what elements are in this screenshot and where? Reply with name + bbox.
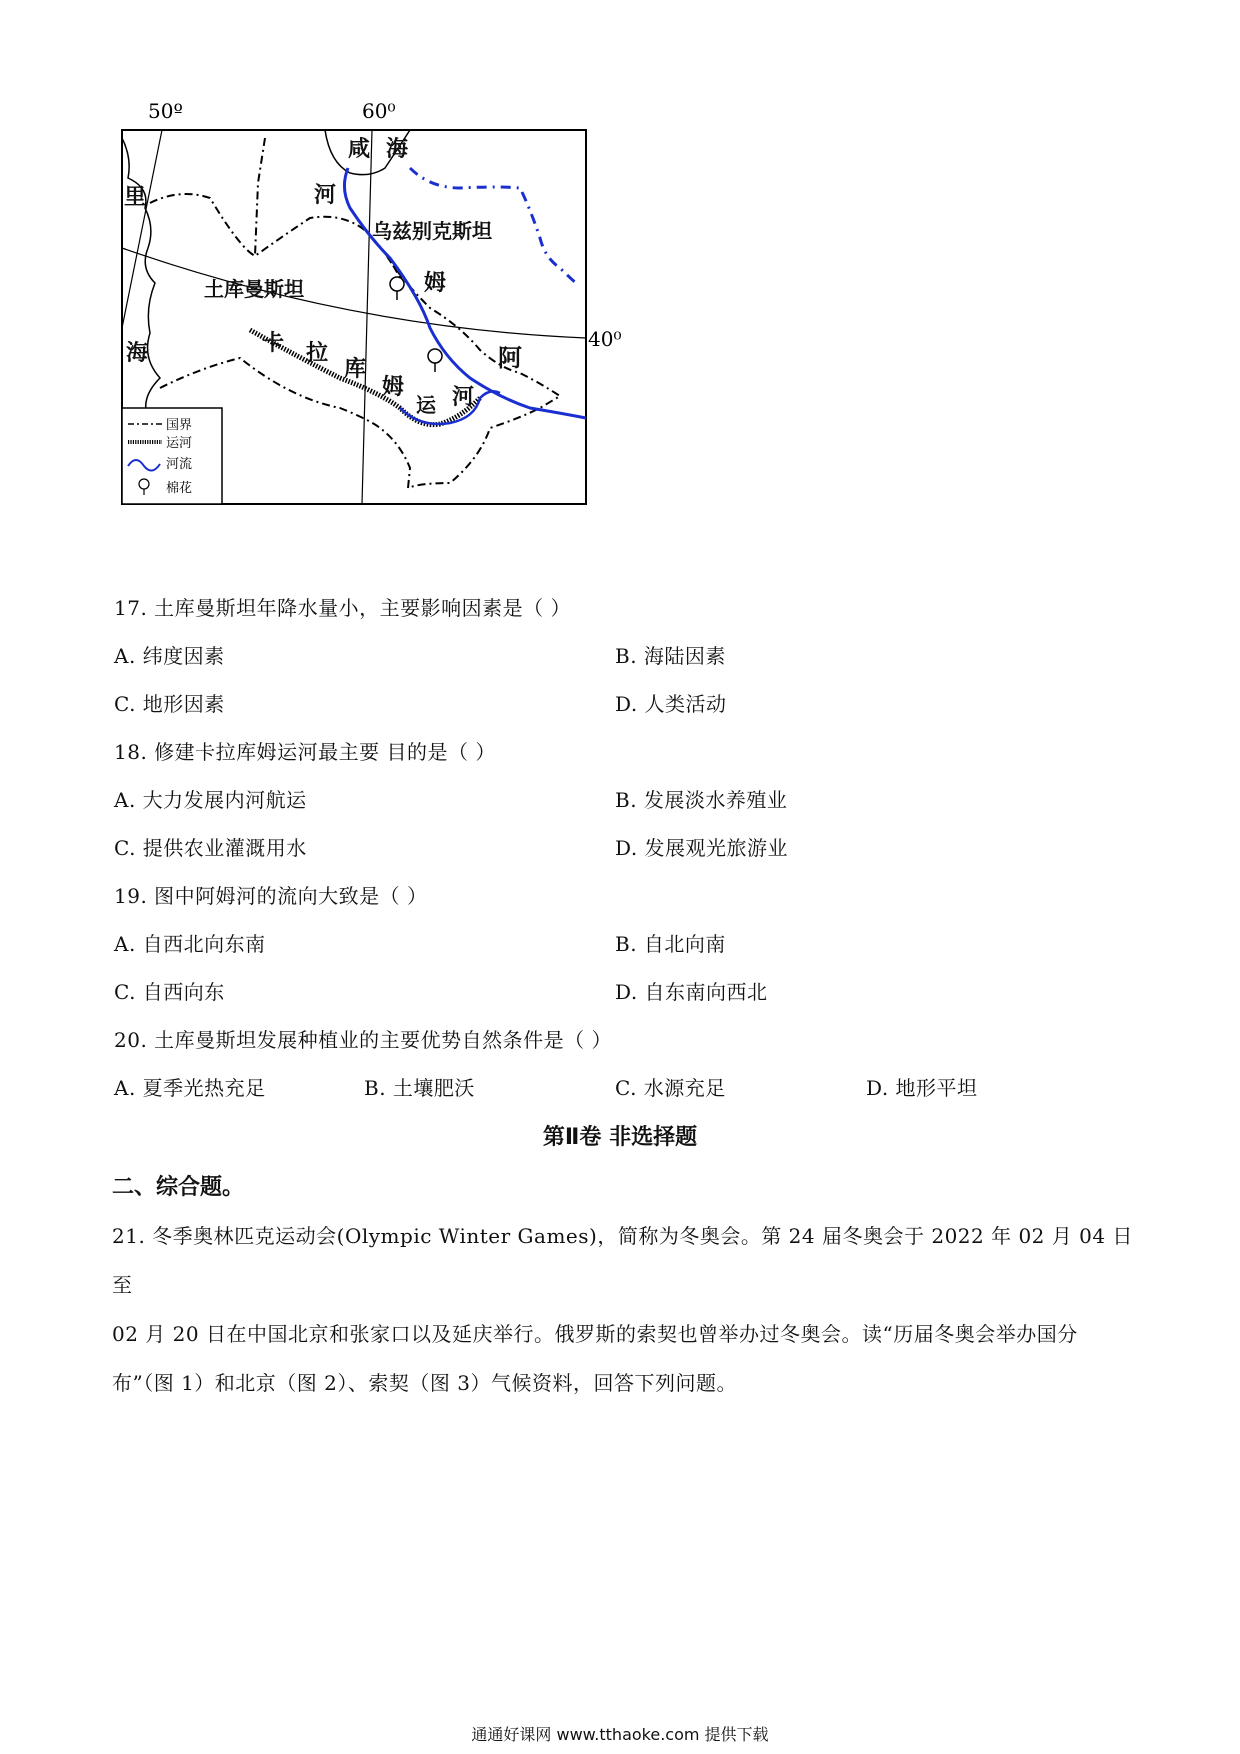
question-17-stem: 17. 土库曼斯坦年降水量小，主要影响因素是（ ） — [114, 596, 572, 620]
question-19-option-c[interactable]: C. 自西向东 — [114, 980, 225, 1004]
label-mu2: 姆 — [382, 375, 405, 400]
question-19-option-a[interactable]: A. 自西北向东南 — [114, 932, 266, 956]
question-18-option-b[interactable]: B. 发展淡水养殖业 — [615, 788, 788, 812]
cotton-icon — [390, 277, 404, 300]
legend-cotton-label: 棉花 — [166, 481, 193, 496]
question-21-text — [112, 1212, 1142, 1408]
label-hai2: 海 — [126, 341, 149, 366]
legend-river-label: 河流 — [166, 457, 193, 472]
label-yun: 运 — [416, 393, 436, 417]
label-ku: 库 — [344, 357, 367, 382]
legend-border-label: 国界 — [166, 418, 193, 433]
label-uzbekistan: 乌兹别克斯坦 — [372, 219, 492, 243]
label-he2: 河 — [452, 385, 475, 410]
question-17-option-d[interactable]: D. 人类活动 — [615, 692, 727, 716]
question-21-line: 21. 冬季奥林匹克运动会(Olympic Winter Games)，简称为冬奥会。第 24 届冬奥会于 2022 年 02 月 04 日至 — [112, 1224, 1133, 1297]
question-18-stem: 18. 修建卡拉库姆运河最主要 目的是（ ） — [114, 740, 496, 764]
question-17-option-b[interactable]: B. 海陆因素 — [615, 644, 726, 668]
page-footer: 通通好课网 www.tthaoke.com 提供下载 — [471, 1725, 769, 1744]
border-kz-s — [150, 194, 400, 278]
section-subtitle: 二、综合题。 — [112, 1175, 245, 1200]
question-19-option-b[interactable]: B. 自北向南 — [615, 932, 726, 956]
question-19-option-d[interactable]: D. 自东南向西北 — [615, 980, 768, 1004]
label-mu: 姆 — [424, 271, 447, 296]
amu-darya-map — [100, 98, 700, 568]
label-ka: 卡 — [262, 331, 285, 356]
label-xian: 咸 — [348, 137, 371, 162]
label-turkmenistan: 土库曼斯坦 — [204, 277, 304, 301]
parallel-40 — [122, 248, 586, 338]
question-18-option-d[interactable]: D. 发展观光旅游业 — [615, 836, 789, 860]
map-legend — [122, 408, 222, 504]
map-svg — [100, 98, 700, 568]
question-20-stem: 20. 土库曼斯坦发展种植业的主要优势自然条件是（ ） — [114, 1028, 613, 1052]
lat-40-label: 40⁰ — [588, 327, 622, 351]
lon-60-label: 60⁰ — [362, 99, 396, 123]
meridian-60 — [362, 130, 372, 504]
amu-darya-river — [344, 168, 586, 418]
question-20-option-a[interactable]: A. 夏季光热充足 — [114, 1076, 266, 1100]
question-21-line: 布”（图 1）和北京（图 2）、索契（图 3）气候资料，回答下列问题。 — [112, 1371, 737, 1395]
label-li: 里 — [124, 185, 147, 210]
question-17-option-a[interactable]: A. 纬度因素 — [114, 644, 225, 668]
lon-50-label: 50º — [148, 99, 183, 123]
border-kz-n — [255, 138, 265, 256]
label-he1: 河 — [314, 183, 337, 208]
question-21-line: 02 月 20 日在中国北京和张家口以及延庆举行。俄罗斯的索契也曾举办过冬奥会。读“历届冬奥会举办国分 — [112, 1322, 1078, 1346]
question-20-option-b[interactable]: B. 土壤肥沃 — [364, 1076, 475, 1100]
section-title: 第Ⅱ卷 非选择题 — [542, 1125, 698, 1150]
question-18-option-a[interactable]: A. 大力发展内河航运 — [114, 788, 307, 812]
cotton-icon — [428, 349, 442, 372]
question-20-option-d[interactable]: D. 地形平坦 — [866, 1076, 978, 1100]
label-la: 拉 — [306, 341, 329, 366]
question-19-stem: 19. 图中阿姆河的流向大致是（ ） — [114, 884, 428, 908]
question-20-option-c[interactable]: C. 水源充足 — [615, 1076, 726, 1100]
label-a: 阿 — [498, 344, 522, 372]
legend-canal-label: 运河 — [166, 436, 193, 451]
question-18-option-c[interactable]: C. 提供农业灌溉用水 — [114, 836, 307, 860]
question-17-option-c[interactable]: C. 地形因素 — [114, 692, 225, 716]
label-hai1: 海 — [386, 137, 409, 162]
